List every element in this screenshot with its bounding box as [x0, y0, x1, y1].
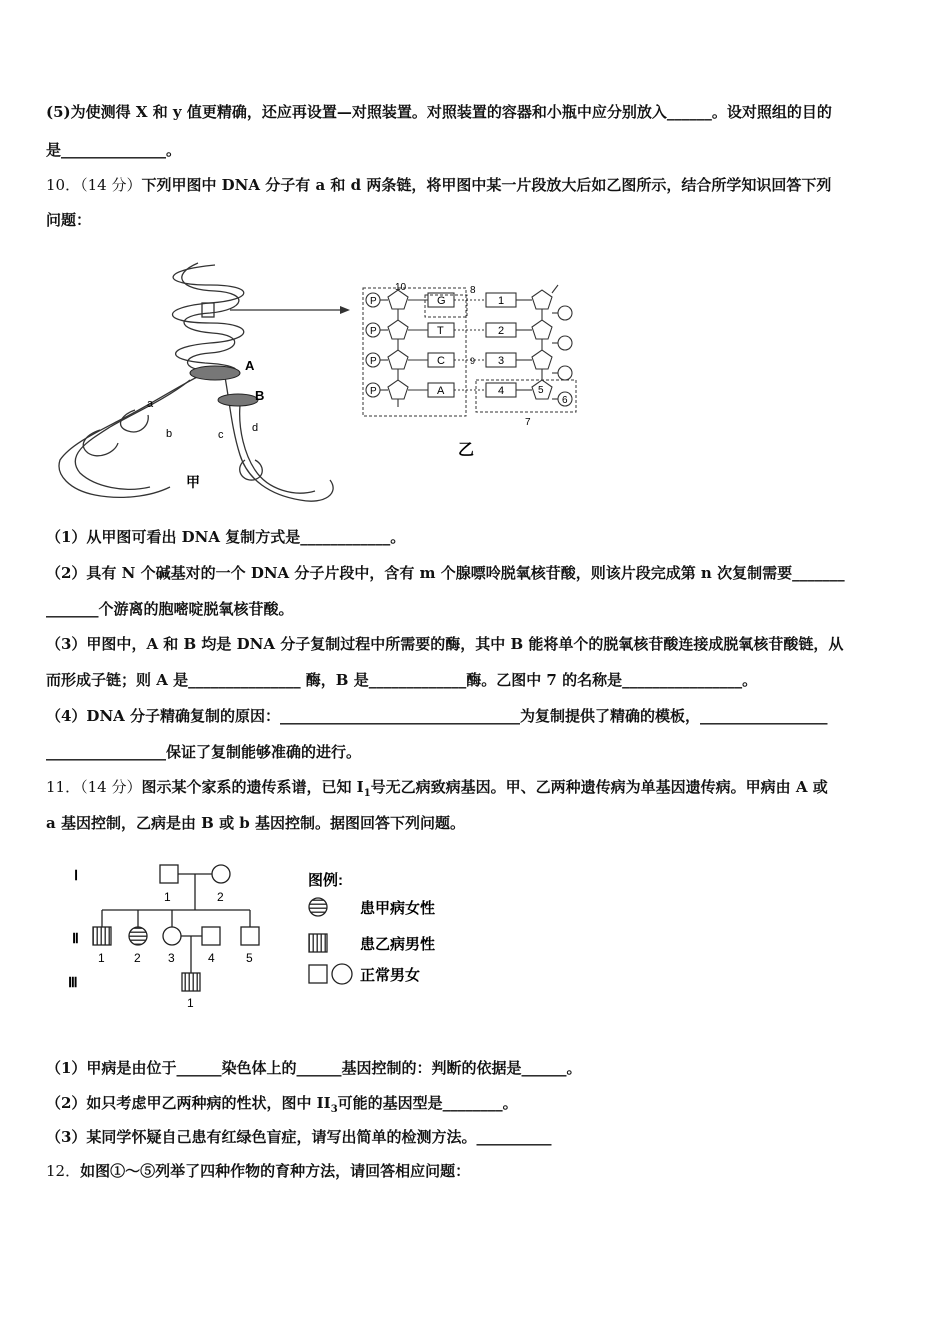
q10-sub-1: （1）从甲图可看出 DNA 复制方式是____________。: [46, 528, 406, 546]
q11-intro-2: a 基因控制，乙病是由 B 或 b 基因控制。据图回答下列问题。: [46, 814, 465, 832]
II-2-num: 2: [134, 951, 141, 965]
partner-2: 2: [498, 325, 505, 337]
legend-icon-normal-female: [332, 964, 352, 984]
q10-sub-4b: ________________保证了复制能够准确的进行。: [46, 743, 362, 761]
label-A: A: [245, 358, 255, 373]
base-C: C: [437, 355, 445, 367]
q10-sub-3a: （3）甲图中，A 和 B 均是 DNA 分子复制过程中所需要的酶，其中 B 能将单个的脱氧核苷酸连接成脱氧核苷酸链，从: [46, 635, 844, 653]
II-3-female: [163, 927, 181, 945]
label-yi: 乙: [458, 442, 475, 459]
gen-III-label: Ⅲ: [68, 974, 78, 990]
II-5-num: 5: [246, 951, 253, 965]
gen-II-label: Ⅱ: [72, 930, 79, 946]
q10-score: （14 分）: [80, 176, 142, 194]
dna-ladder-yi: [363, 282, 576, 459]
label-8: 8: [470, 285, 476, 296]
phosphate-label-1: P: [370, 296, 377, 307]
legend-title: 图例:: [308, 872, 343, 889]
q11-sub-2-sub: 3: [330, 1104, 338, 1115]
legend-a: 患甲病女性: [360, 900, 436, 917]
enzyme-b-oval: [218, 394, 258, 406]
legend-icon-normal-male: [309, 965, 327, 983]
q10-number: 10．: [46, 176, 81, 194]
q11-sub-1: （1）甲病是由位于______染色体上的______基因控制的：判断的依据是______。: [46, 1059, 582, 1077]
base-T: T: [437, 325, 444, 337]
II-1-num: 1: [98, 951, 105, 965]
phosphate-label-4: P: [370, 386, 377, 397]
q9-line-2: 是______________。: [46, 141, 182, 159]
q10-intro-2: 问题：: [46, 211, 92, 229]
dna-figure: [40, 255, 600, 505]
I-1-male: [160, 865, 178, 883]
q12-line: [46, 1161, 470, 1181]
q10-sub-3b: 而形成子链；则 A 是_______________ 酶，B 是_____________酶。乙图中 7 的名称是________________。: [46, 671, 758, 689]
q11-sub-2: [46, 1093, 518, 1120]
label-jia: 甲: [186, 475, 200, 491]
q12-number: 12．: [46, 1162, 81, 1180]
base-A: A: [437, 385, 445, 397]
partner-4: 4: [498, 385, 505, 397]
phosphate-label-3: P: [370, 356, 377, 367]
gen-I-label: Ⅰ: [74, 867, 79, 883]
I-2-female: [212, 865, 230, 883]
II-4-male: [202, 927, 220, 945]
q12-text: 如图①～⑤列举了四种作物的育种方法，请回答相应问题：: [80, 1162, 471, 1180]
q11-intro-1: [46, 777, 828, 804]
II-5-male: [241, 927, 259, 945]
label-10: 10: [395, 282, 407, 293]
label-7: 7: [525, 417, 531, 428]
II-2-female-affected-jia: [129, 927, 147, 945]
q10-sub-2a: （2）具有 N 个碱基对的一个 DNA 分子片段中，含有 m 个腺嘌呤脱氧核苷酸，则该片段完成第 n 次复制需要_______: [46, 564, 845, 582]
label-d: d: [252, 422, 259, 434]
q10-intro-1: [46, 175, 831, 195]
dna-helix-jia: [59, 263, 333, 501]
q11-sub-2-pre: （2）如只考虑甲乙两种病的性状，图中 II: [46, 1094, 331, 1112]
phosphate-label-2: P: [370, 326, 377, 337]
legend-icon-jia: [309, 898, 327, 916]
q11-number: 11．: [46, 778, 81, 796]
label-b: b: [166, 428, 173, 440]
q11-score: （14 分）: [80, 778, 142, 796]
label-c: c: [218, 429, 224, 441]
q10-sub-4a: （4）DNA 分子精确复制的原因：________________________________为复制提供了精确的模板，_________________: [46, 707, 828, 725]
label-6: 6: [562, 395, 568, 406]
q10-intro-text: 下列甲图中 DNA 分子有 a 和 d 两条链，将甲图中某一片段放大后如乙图所示，结合所学知识回答下列: [141, 176, 832, 194]
base-G: G: [437, 295, 446, 307]
q9-line-1: (5)为使测得 X 和 y 值更精确，还应再设置—对照装置。对照装置的容器和小瓶中应分别放入______。设对照组的目的: [46, 103, 832, 121]
II-1-male-affected-yi: [93, 927, 111, 945]
q11-intro-pre: 图示某个家系的遗传系谱，已知 Ⅰ: [141, 778, 364, 796]
partner-1: 1: [498, 295, 505, 307]
q11-intro-post: 号无乙病致病基因。甲、乙两种遗传病为单基因遗传病。甲病由 A 或: [370, 778, 828, 796]
label-9: 9: [470, 356, 476, 366]
III-1-male-affected-yi: [182, 973, 200, 991]
legend-b: 患乙病男性: [360, 936, 436, 953]
partner-3: 3: [498, 355, 505, 367]
q11-intro-sub: 1: [363, 788, 371, 799]
q11-sub-2-post: 可能的基因型是________。: [337, 1094, 518, 1112]
q10-sub-2b: _______个游离的胞嘧啶脱氧核苷酸。: [46, 600, 294, 618]
enzyme-a-oval: [190, 366, 240, 380]
legend-icon-yi: [309, 934, 327, 952]
q11-sub-3: （3）某同学怀疑自己患有红绿色盲症，请写出简单的检测方法。__________: [46, 1128, 552, 1146]
label-5: 5: [538, 385, 544, 396]
II-3-num: 3: [168, 951, 175, 965]
II-4-num: 4: [208, 951, 215, 965]
I-1-num: 1: [164, 890, 171, 904]
label-B: B: [255, 388, 265, 403]
pedigree-figure: [60, 855, 480, 1015]
legend-c: 正常男女: [360, 967, 421, 984]
I-2-num: 2: [217, 890, 224, 904]
III-1-num: 1: [187, 996, 194, 1010]
label-a: a: [147, 398, 154, 410]
